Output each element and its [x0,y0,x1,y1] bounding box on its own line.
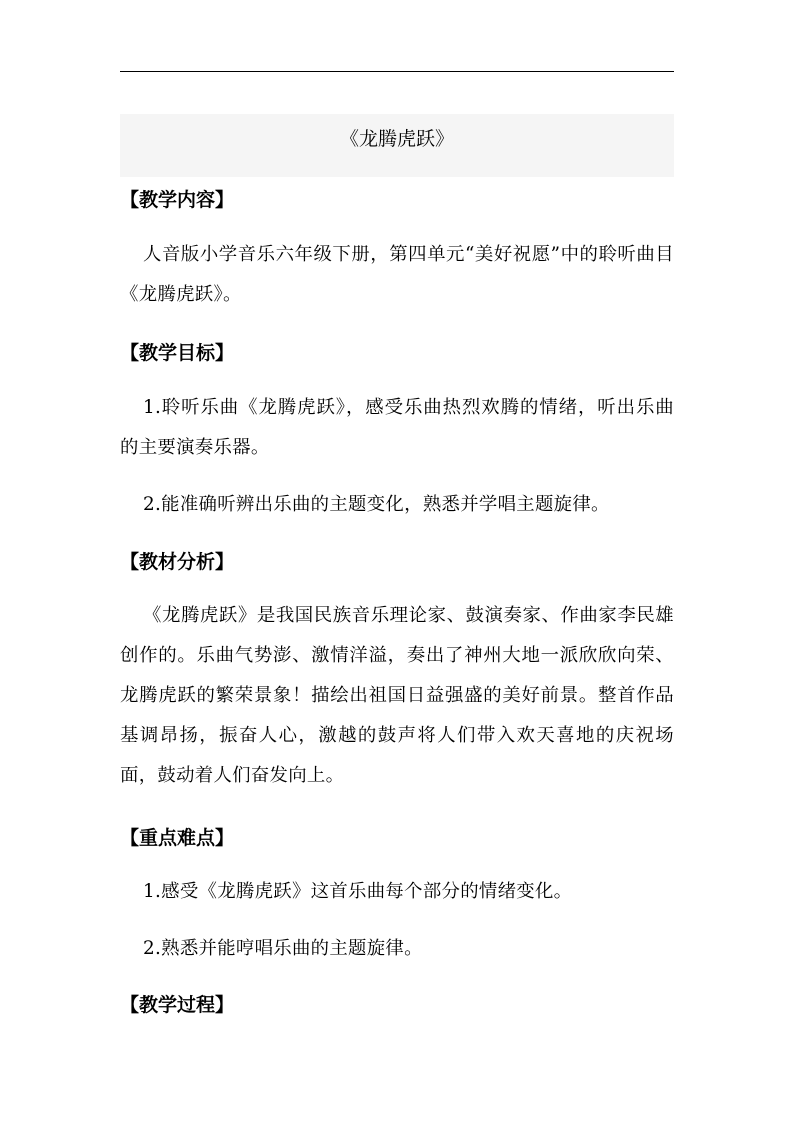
heading-teaching-goals: 【教学目标】 [120,342,235,364]
heading-key-points: 【重点难点】 [120,827,235,849]
paragraph-material-analysis: 《龙腾虎跃》是我国民族音乐理论家、鼓演奏家、作曲家李民雄创作的。乐曲气势澎、激情洋溢，奏出了神州大地一派欣欣向荣、龙腾虎跃的繁荣景象！描绘出祖国日益强盛的美好前景。整首作品基调昂扬，振奋人心，激越的鼓声将人们带入欢天喜地的庆祝场面，鼓动着人们奋发向上。 [120,605,674,786]
heading-teaching-process: 【教学过程】 [120,994,235,1016]
document-title: 《龙腾虎跃》 [339,128,454,150]
header-rule [120,71,674,72]
paragraph-goal-1: 1.聆听乐曲《龙腾虎跃》，感受乐曲热烈欢腾的情绪，听出乐曲的主要演奏乐器。 [120,397,674,458]
heading-material-analysis: 【教材分析】 [120,551,235,573]
paragraph-goal-2: 2.能准确听辨出乐曲的主题变化，熟悉并学唱主题旋律。 [143,494,610,515]
paragraph-teaching-content: 人音版小学音乐六年级下册，第四单元“美好祝愿”中的聆听曲目《龙腾虎跃》。 [120,244,674,305]
heading-teaching-content: 【教学内容】 [120,189,235,211]
paragraph-key-point-2: 2.熟悉并能哼唱乐曲的主题旋律。 [143,938,423,959]
paragraph-key-point-1: 1.感受《龙腾虎跃》这首乐曲每个部分的情绪变化。 [143,881,573,902]
